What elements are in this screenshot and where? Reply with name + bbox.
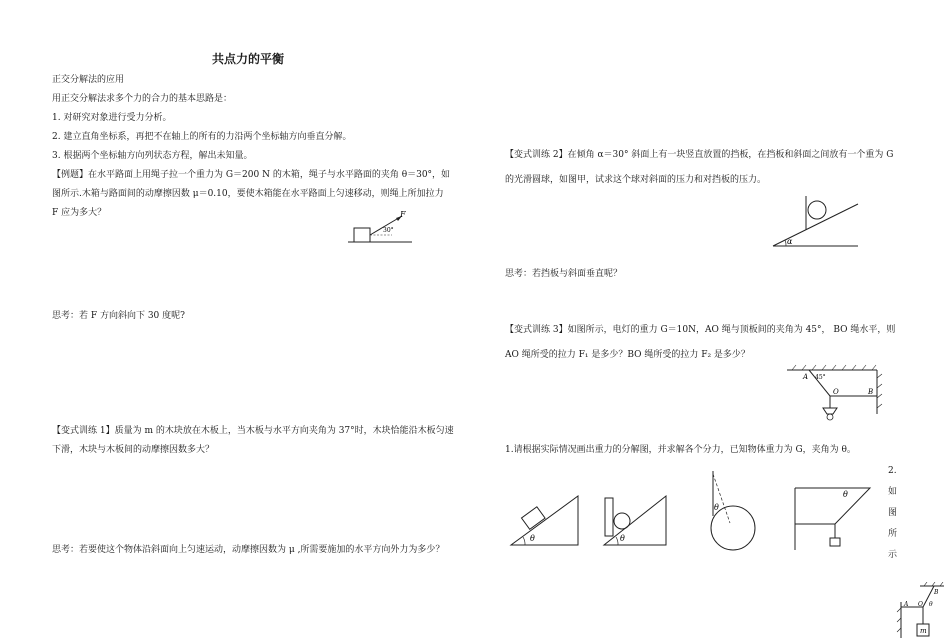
question-1: 1.请根据实际情况画出重力的分解图，并求解各个分力，已知物体重力为 G，夹角为 θ。 <box>505 445 856 455</box>
think-1: 思考：若 F 方向斜向下 30 度呢? <box>52 311 185 321</box>
page-title: 共点力的平衡 <box>212 52 285 66</box>
step-2: 2. 建立直角坐标系，再把不在轴上的所有的力沿两个坐标轴方向垂直分解。 <box>52 132 352 142</box>
step-1: 1. 对研究对象进行受力分析。 <box>52 113 172 123</box>
q2-char-3: 图 <box>888 508 898 518</box>
variant-3-figure <box>782 364 887 426</box>
theta-label-4: θ <box>843 490 848 499</box>
q1-figure-ball-wall <box>604 496 666 545</box>
label-b: B <box>868 388 874 396</box>
q2-label-theta: θ <box>929 601 933 608</box>
q2-char-4: 所 <box>888 529 898 539</box>
label-45: 45° <box>815 374 826 381</box>
variant-2-text: 【变式训练 2】在倾角 α＝30° 斜面上有一块竖直放置的挡板，在挡板和斜面之间放有一个重为 G 的光滑圆球，如图甲，试求这个球对斜面的压力和对挡板的压力。 <box>505 150 894 185</box>
theta-label-2: θ <box>620 534 625 543</box>
q2-char-2: 如 <box>888 487 898 497</box>
think-2: 思考：若要使这个物体沿斜面向上匀速运动，动摩擦因数为 μ ,所需要施加的水平方向外力为多少？ <box>52 545 445 555</box>
subtitle: 正交分解法的应用 <box>52 75 125 85</box>
q2-label-a: A <box>904 601 909 608</box>
q2-label-o: O <box>918 601 923 608</box>
intro-text: 用正交分解法求多个力的合力的基本思路是： <box>52 94 233 104</box>
think-3: 思考：若挡板与斜面垂直呢？ <box>505 269 623 279</box>
variant-2-figure <box>768 192 863 250</box>
theta-label-1: θ <box>530 534 535 543</box>
variant-1-text: 【变式训练 1】质量为 m 的木块放在木板上，当木板与水平方向夹角为 37°时，木块恰能沿木板匀速下滑，木块与木板间的动摩擦因数多大？ <box>52 426 454 455</box>
theta-label-3: θ <box>714 503 719 512</box>
step-3: 3. 根据两个坐标轴方向列状态方程，解出未知量。 <box>52 151 253 161</box>
q1-figure-incline-block <box>511 496 578 545</box>
q2-label-m: m <box>920 627 927 635</box>
example-text: 【例题】在水平路面上用绳子拉一个重力为 G＝200 N 的木箱，绳子与水平路面的夹角 θ＝30°，如图所示.木箱与路面间的动摩擦因数 μ＝0.10，要使木箱能在水平路面上匀速移动，则绳上所加拉力 F 应为多大？ <box>52 170 451 218</box>
label-o: O <box>833 388 839 396</box>
question-2-figure <box>896 582 948 640</box>
q2-char-1: 2. <box>888 466 897 476</box>
angle-label: 30° <box>383 227 394 234</box>
label-a: A <box>803 373 809 381</box>
q2-char-5: 示 <box>888 550 898 560</box>
example-figure <box>340 208 420 248</box>
force-label: F <box>400 210 406 219</box>
question-1-figures <box>508 466 888 552</box>
variant-3-text: 【变式训练 3】如图所示，电灯的重力 G＝10N，AO 绳与顶板间的夹角为 45°， BO 绳水平，则 AO 绳所受的拉力 F₁ 是多少？BO 绳所受的拉力 F₂ 是多少？ <box>505 325 896 360</box>
q1-figure-hanging-ball <box>711 471 755 550</box>
q1-figure-bracket <box>795 488 870 550</box>
q2-label-b: B <box>934 589 939 596</box>
alpha-label: α <box>787 237 793 246</box>
